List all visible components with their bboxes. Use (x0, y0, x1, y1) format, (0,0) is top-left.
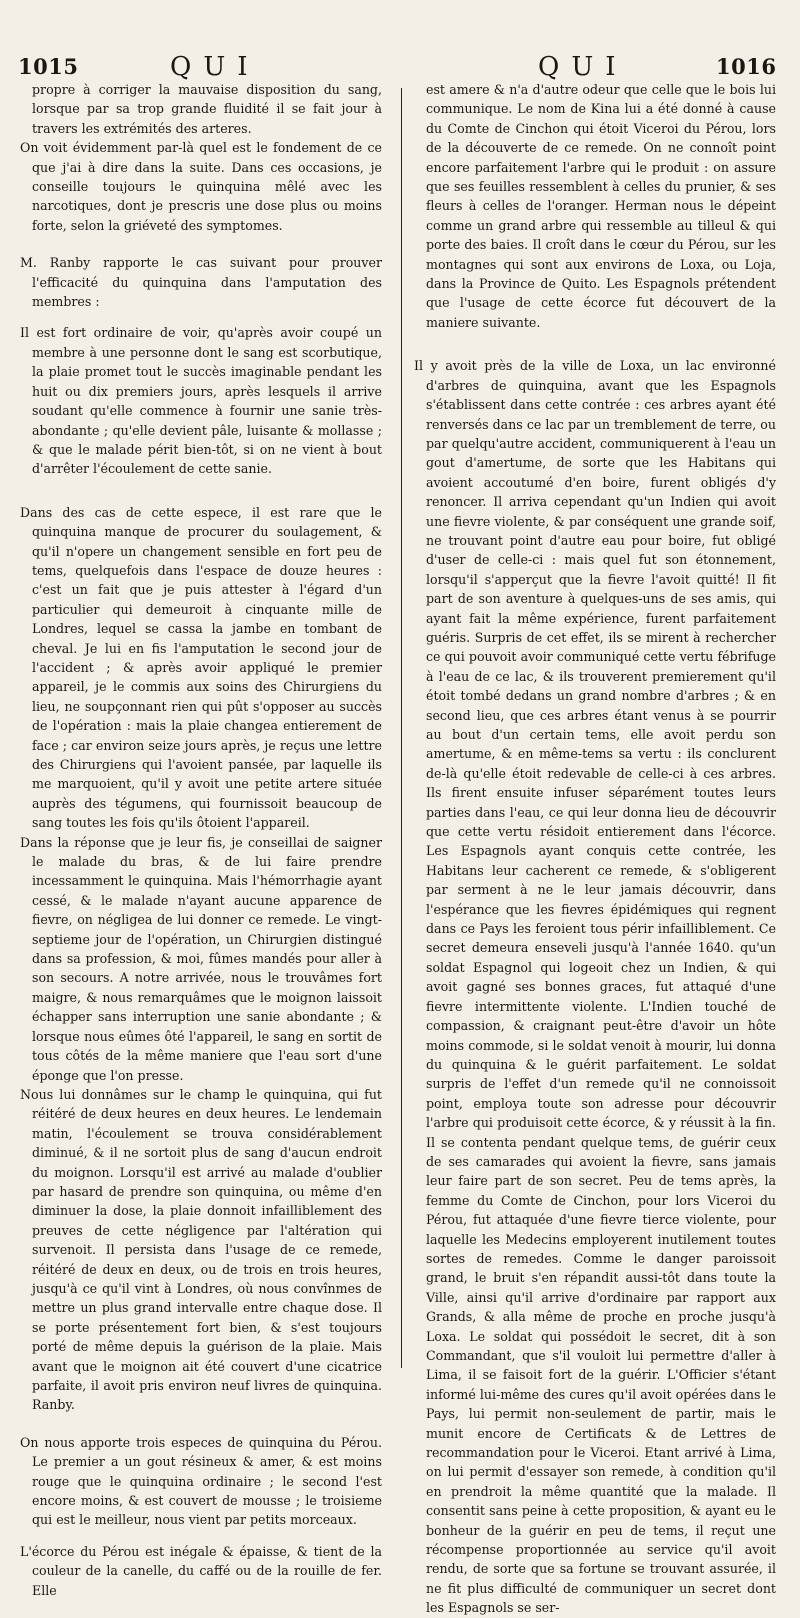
paragraph: M. Ranby rapporte le cas suivant pour prouver l'efficacité du quinquina dans l'amputation des membres : (20, 255, 382, 310)
paragraph: On voit évidemment par-là quel est le fondement de ce que j'ai à dire dans la suite. Dans ces occasions, je conseille toujours le quinquina mêlé avec les narcotiques, dont je prescris une dose plus ou moins forte, selon la griéveté des symptomes. (20, 140, 382, 233)
paragraph: On nous apporte trois especes de quinquina du Pérou. Le premier a un gout résineux & amer, & est moins rouge que le quinquina ordinaire ; le second l'est encore moins, & est couvert de mousse ; le troisieme qui est le meilleur, nous vient par petits morceaux. (20, 1434, 382, 1528)
right-column (414, 80, 776, 1616)
left-column (20, 80, 382, 1598)
page-number-right: 1016 (716, 54, 777, 79)
paragraph: L'écorce du Pérou est inégale & épaisse, & tient de la couleur de la canelle, du caffé ou de la rouille de fer. Elle (20, 1543, 382, 1598)
paragraph: Il est fort ordinaire de voir, qu'après avoir coupé un membre à une personne dont le sang est scorbutique, la plaie promet tout le succès imaginable pendant les huit ou dix premiers jours, après lesquels il arrive soudant qu'elle commence à fournir une sanie très-abondante ; qu'elle devient pâle, luisante & mollasse ; & que le malade périt bien-tôt, si on ne vient à bout d'arrêter l'écoulement de cette sanie. (20, 325, 382, 477)
paragraph: Dans la réponse que je leur fis, je conseillai de saigner le malade du bras, & de lui faire prendre incessamment le quinquina. Mais l'hémorrhagie ayant cessé, & le malade n'ayant aucune apparence de fievre, on négligea de lui donner ce remede. Le vingt-septieme jour de l'opération, un Chirurgien distingué dans sa profession, & moi, fûmes mandés pour aller à son secours. A notre arrivée, nous le trouvâmes fort maigre, & nous remarquâmes que le moignon laissoit échapper sans interruption une sanie abondante ; & lorsque nous eûmes ôté l'appareil, le sang en sortit de tous côtés de la même maniere que l'eau sort d'une éponge que l'on presse. (20, 834, 382, 1083)
headword-left: QUI (170, 52, 260, 82)
column-divider (401, 88, 402, 1368)
page-number-left: 1015 (18, 54, 79, 79)
paragraph: Nous lui donnâmes sur le champ le quinquina, qui fut réitéré de deux heures en deux heures. Le lendemain matin, l'écoulement se trouva considérablement diminué, & il ne sortoit plus de sang d'aucun endroit du moignon. Lorsqu'il est arrivé au malade d'oublier par hasard de prendre son quinquina, ou même d'en diminuer la dose, la plaie donnoit infailliblement des preuves de cette négligence par l'altération qui survenoit. Il persista dans l'usage de ce remede, réitéré de deux en deux, ou de trois en trois heures, jusqu'à ce qu'il vint à Londres, où nous convînmes de mettre un plus grand intervalle entre chaque dose. Il se porte présentement fort bien, & s'est toujours porté de même depuis la guérison de la plaie. Mais avant que le moignon ait été couvert d'une cicatrice parfaite, il avoit pris environ neuf livres de quinquina. Ranby. (20, 1086, 382, 1413)
paragraph: Dans des cas de cette espece, il est rare que le quinquina manque de procurer du soulagement, & qu'il n'opere un changement sensible en fort peu de tems, quelquefois dans l'espace de douze heures : c'est un fait que je puis attester à l'égard d'un particulier qui demeuroit à cinquante mille de Londres, lequel se cassa la jambe en tombant de cheval. Je lui en fis l'amputation le second jour de l'accident ; & après avoir appliqué le premier appareil, je le commis aux soins des Chirurgiens du lieu, ne soupçonnant rien qui pût s'opposer au succès de l'opération : mais la plaie changea entierement de face ; car environ seize jours après, je reçus une lettre des Chirurgiens qui l'avoient pansée, par laquelle ils me marquoient, qu'il y avoit une petite artere située auprès des tégumens, qui fournissoit beaucoup de sang toutes les fois qu'ils ôtoient l'appareil. (20, 504, 382, 831)
paragraph: Il y avoit près de la ville de Loxa, un lac environné d'arbres de quinquina, avant que les Espagnols s'établissent dans cette contrée : ces arbres ayant été renversés dans ce lac par un tremblement de terre, ou par quelqu'autre accident, communiquerent à l'eau un gout d'amertume, de sorte que les Habitans qui avoient accoutumé d'en boire, furent obligés d'y renoncer. Il arriva cependant qu'un Indien qui avoit une fievre violente, & par conséquent une grande soif, ne trouvant point d'autre eau pour boire, fut obligé d'user de celle-ci : mais quel fut son étonnement, lorsqu'il s'apperçut que la fievre l'avoit quitté! Il fit part de son aventure à quelques-uns de ses amis, qui ayant fait la même expérience, furent parfaitement guéris. Surpris de cet effet, ils se mirent à rechercher ce qui pouvoit avoir communiqué cette vertu fébrifuge à l'eau de ce lac, & ils trouverent premierement qu'il étoit tombé dedans un grand nombre d'arbres ; & en second lieu, que ces arbres étant venus à se pourrir au bout d'un certain tems, elle avoit perdu son amertume, & en même-tems sa vertu : ils conclurent de-là qu'elle étoit redevable de celle-ci à ces arbres. Ils firent ensuite infuser séparément toutes leurs parties dans l'eau, ce qui leur donna lieu de découvrir que cette vertu résidoit entierement dans l'écorce. Les Espagnols ayant conquis cette contrée, les Habitans leur cacherent ce remede, & s'obligerent par serment à ne le leur jamais découvrir, dans l'espérance que les fievres épidémiques qui regnent dans ce Pays les feroient tous périr infailliblement. Ce secret demeura enseveli jusqu'à l'année 1640. qu'un soldat Espagnol qui logeoit chez un Indien, & qui avoit gagné ses bonnes graces, fut attaqué d'une fievre intermittente violente. L'Indien touché de compassion, & craignant peut-être d'avoir un hôte moins commode, si le soldat venoit à mourir, lui donna du quinquina & le guérit parfaitement. Le soldat surpris de l'effet d'un remede qu'il ne connoissoit point, employa toute son adresse pour découvrir l'arbre qui produisoit cette écorce, & y réussit à la fin. Il se contenta pendant quelque tems, de guérir ceux de ses camarades qui avoient la fievre, sans jamais leur faire part de son secret. Peu de tems après, la femme du Comte de Cinchon, pour lors Viceroi du Pérou, fut attaquée d'une fievre tierce violente, pour laquelle les Medecins employerent inutilement toutes sortes de remedes. Comme le danger paroissoit grand, le bruit s'en répandit aussi-tôt dans toute la Ville, ainsi qu'il arrive d'ordinaire par rapport aux Grands, & alla même de proche en proche jusqu'à Loxa. Le soldat qui possédoit le secret, dit à son Commandant, que s'il vouloit lui permettre d'aller à Lima, il se faisoit fort de la guérir. L'Officier s'étant informé lui-même des cures qu'il avoit opérées dans le Pays, lui permit non-seulement de partir, mais le munit encore de Certificats & de Lettres de recommandation pour le Viceroi. Etant arrivé à Lima, on lui permit d'essayer son remede, à condition qu'il en prendroit la même quantité que la malade. Il consentit sans peine à cette proposition, & ayant eu le bonheur de la guérir en peu de tems, il reçut une récompense proportionnée au service qu'il avoit rendu, de sorte que sa fortune se trouvant assurée, il ne fit plus difficulté de communiquer un secret dont les Espagnols se ser- (414, 358, 776, 1616)
headword-right: QUI (538, 52, 628, 82)
paragraph: propre à corriger la mauvaise disposition du sang, lorsque par sa trop grande fluidité il se fait jour à travers les extrémités des arteres. (32, 82, 382, 136)
paragraph: est amere & n'a d'autre odeur que celle que le bois lui communique. Le nom de Kina lui a été donné à cause du Comte de Cinchon qui étoit Viceroi du Pérou, lors de la découverte de ce remede. On ne connoît point encore parfaitement l'arbre qui le produit : on assure que ses feuilles ressemblent à celles du prunier, & ses fleurs à celles de l'oranger. Herman nous le dépeint comme un grand arbre qui ressemble au tilleul & qui porte des baies. Il croît dans le cœur du Pérou, sur les montagnes qui sont aux environs de Loxa, ou Loja, dans la Province de Quito. Les Espagnols prétendent que l'usage de cette écorce fut découvert de la maniere suivante. (426, 82, 776, 330)
